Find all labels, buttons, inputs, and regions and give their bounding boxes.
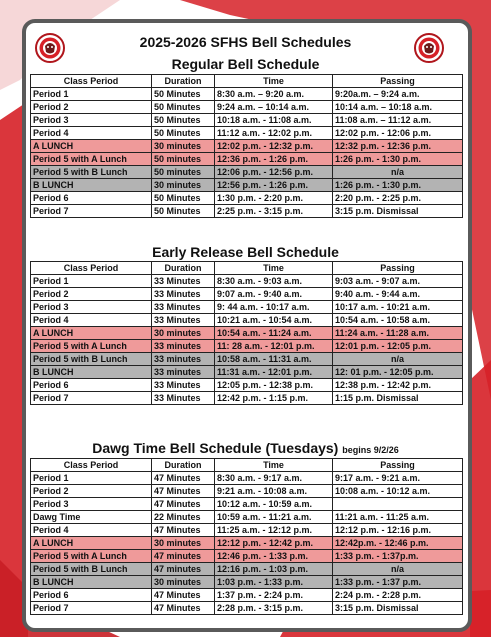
- duration-cell: 50 Minutes: [152, 114, 215, 127]
- passing-cell: 9:03 a.m. - 9:07 a.m.: [333, 275, 463, 288]
- passing-cell: 11:24 a.m. - 11:28 a.m.: [333, 327, 463, 340]
- duration-cell: 33 Minutes: [152, 314, 215, 327]
- time-cell: 8:30 a.m. – 9:20 a.m.: [215, 88, 333, 101]
- regular-schedule-title: Regular Bell Schedule: [171, 56, 320, 72]
- table-row: [31, 366, 463, 379]
- passing-cell: 12:32 p.m. - 12:36 p.m.: [333, 140, 463, 153]
- passing-cell: 1:33 p.m. - 1:37p.m.: [333, 550, 463, 563]
- duration-cell: 47 Minutes: [152, 472, 215, 485]
- passing-cell: n/a: [333, 563, 463, 576]
- duration-cell: 50 Minutes: [152, 88, 215, 101]
- table-header-row: [31, 75, 463, 88]
- duration-cell: 33 minutes: [152, 340, 215, 353]
- passing-cell: 1:33 p.m. - 1:37 p.m.: [333, 576, 463, 589]
- period-cell: Period 1: [31, 88, 152, 101]
- time-cell: 1:37 p.m. - 2:24 p.m.: [215, 589, 333, 602]
- dawg-time-title-text: Dawg Time Bell Schedule (Tuesdays): [92, 440, 339, 456]
- table-row: [31, 602, 463, 615]
- passing-cell: [333, 498, 463, 511]
- period-cell: Period 4: [31, 524, 152, 537]
- time-cell: 9:21 a.m. - 10:08 a.m.: [215, 485, 333, 498]
- period-cell: Period 7: [31, 205, 152, 218]
- table-row: [31, 550, 463, 563]
- period-cell: A LUNCH: [31, 327, 152, 340]
- period-cell: Period 4: [31, 314, 152, 327]
- period-cell: Period 1: [31, 472, 152, 485]
- passing-cell: 12:01 p.m. - 12:05 p.m.: [333, 340, 463, 353]
- table-row: [31, 353, 463, 366]
- duration-cell: 33 Minutes: [152, 288, 215, 301]
- duration-cell: 33 Minutes: [152, 301, 215, 314]
- period-cell: Period 2: [31, 485, 152, 498]
- passing-cell: n/a: [333, 353, 463, 366]
- time-cell: 9:24 a.m. – 10:14 a.m.: [215, 101, 333, 114]
- time-cell: 8:30 a.m. - 9:03 a.m.: [215, 275, 333, 288]
- time-cell: 9:07 a.m. - 9:40 a.m.: [215, 288, 333, 301]
- table-row: [31, 153, 463, 166]
- duration-cell: 30 minutes: [152, 179, 215, 192]
- passing-cell: 10:54 a.m. - 10:58 a.m.: [333, 314, 463, 327]
- table-row: [31, 327, 463, 340]
- table-row: [31, 379, 463, 392]
- time-cell: 10:18 a.m. - 11:08 a.m.: [215, 114, 333, 127]
- passing-cell: 9:40 a.m. - 9:44 a.m.: [333, 288, 463, 301]
- column-header: Duration: [152, 459, 215, 472]
- early-release-schedule-table: [30, 261, 463, 405]
- period-cell: Period 3: [31, 301, 152, 314]
- time-cell: 12:56 p.m. - 1:26 p.m.: [215, 179, 333, 192]
- time-cell: 11:12 a.m. - 12:02 p.m.: [215, 127, 333, 140]
- column-header: Passing: [333, 262, 463, 275]
- time-cell: 12:06 p.m. - 12:56 p.m.: [215, 166, 333, 179]
- time-cell: 8:30 a.m. - 9:17 a.m.: [215, 472, 333, 485]
- duration-cell: 50 Minutes: [152, 127, 215, 140]
- table-row: [31, 140, 463, 153]
- time-cell: 11: 28 a.m. - 12:01 p.m.: [215, 340, 333, 353]
- period-cell: Period 7: [31, 602, 152, 615]
- duration-cell: 33 Minutes: [152, 379, 215, 392]
- passing-cell: 3:15 p.m. Dismissal: [333, 205, 463, 218]
- period-cell: Period 5 with B Lunch: [31, 563, 152, 576]
- time-cell: 1:30 p.m. - 2:20 p.m.: [215, 192, 333, 205]
- time-cell: 9: 44 a.m. - 10:17 a.m.: [215, 301, 333, 314]
- passing-cell: 12:02 p.m. - 12:06 p.m.: [333, 127, 463, 140]
- column-header: Passing: [333, 75, 463, 88]
- column-header: Duration: [152, 262, 215, 275]
- passing-cell: 12:12 p.m. - 12:16 p.m.: [333, 524, 463, 537]
- table-row: [31, 498, 463, 511]
- time-cell: 12:16 p.m. - 1:03 p.m.: [215, 563, 333, 576]
- passing-cell: 1:15 p.m. Dismissal: [333, 392, 463, 405]
- time-cell: 10:54 a.m. - 11:24 a.m.: [215, 327, 333, 340]
- time-cell: 10:58 a.m. - 11:31 a.m.: [215, 353, 333, 366]
- table-row: [31, 288, 463, 301]
- period-cell: B LUNCH: [31, 366, 152, 379]
- period-cell: Period 2: [31, 101, 152, 114]
- passing-cell: 10:14 a.m. – 10:18 a.m.: [333, 101, 463, 114]
- table-row: [31, 101, 463, 114]
- duration-cell: 50 Minutes: [152, 101, 215, 114]
- column-header: Class Period: [31, 459, 152, 472]
- table-row: [31, 275, 463, 288]
- early-release-schedule-title: Early Release Bell Schedule: [152, 244, 339, 260]
- time-cell: 12:46 p.m. - 1:33 p.m.: [215, 550, 333, 563]
- period-cell: A LUNCH: [31, 537, 152, 550]
- table-header-row: [31, 459, 463, 472]
- table-row: [31, 192, 463, 205]
- period-cell: Period 4: [31, 127, 152, 140]
- period-cell: B LUNCH: [31, 576, 152, 589]
- period-cell: Period 6: [31, 379, 152, 392]
- passing-cell: 3:15 p.m. Dismissal: [333, 602, 463, 615]
- duration-cell: 50 Minutes: [152, 205, 215, 218]
- duration-cell: 30 minutes: [152, 537, 215, 550]
- time-cell: 12:12 p.m. - 12:42 p.m.: [215, 537, 333, 550]
- column-header: Time: [215, 459, 333, 472]
- time-cell: 12:05 p.m. - 12:38 p.m.: [215, 379, 333, 392]
- passing-cell: 1:26 p.m. - 1:30 p.m.: [333, 179, 463, 192]
- table-row: [31, 537, 463, 550]
- passing-cell: 11:21 a.m. - 11:25 a.m.: [333, 511, 463, 524]
- passing-cell: 12: 01 p.m. - 12:05 p.m.: [333, 366, 463, 379]
- table-row: [31, 179, 463, 192]
- duration-cell: 33 Minutes: [152, 275, 215, 288]
- duration-cell: 50 Minutes: [152, 192, 215, 205]
- table-row: [31, 340, 463, 353]
- column-header: Time: [215, 75, 333, 88]
- period-cell: B LUNCH: [31, 179, 152, 192]
- time-cell: 2:28 p.m. - 3:15 p.m.: [215, 602, 333, 615]
- page-title: 2025-2026 SFHS Bell Schedules: [139, 34, 352, 50]
- duration-cell: 30 minutes: [152, 327, 215, 340]
- period-cell: Period 5 with B Lunch: [31, 166, 152, 179]
- period-cell: Period 5 with B Lunch: [31, 353, 152, 366]
- time-cell: 12:36 p.m. - 1:26 p.m.: [215, 153, 333, 166]
- table-row: [31, 88, 463, 101]
- period-cell: Period 5 with A Lunch: [31, 550, 152, 563]
- table-row: [31, 472, 463, 485]
- time-cell: 2:25 p.m. - 3:15 p.m.: [215, 205, 333, 218]
- table-row: [31, 485, 463, 498]
- dawg-time-schedule-title: [0, 440, 491, 456]
- passing-cell: 9:17 a.m. - 9:21 a.m.: [333, 472, 463, 485]
- time-cell: 10:12 a.m. - 10:59 a.m.: [215, 498, 333, 511]
- period-cell: Period 3: [31, 498, 152, 511]
- period-cell: A LUNCH: [31, 140, 152, 153]
- duration-cell: 33 Minutes: [152, 392, 215, 405]
- period-cell: Period 7: [31, 392, 152, 405]
- table-row: [31, 166, 463, 179]
- passing-cell: 10:17 a.m. - 10:21 a.m.: [333, 301, 463, 314]
- duration-cell: 47 minutes: [152, 550, 215, 563]
- column-header: Time: [215, 262, 333, 275]
- period-cell: Period 2: [31, 288, 152, 301]
- time-cell: 12:02 p.m. - 12:32 p.m.: [215, 140, 333, 153]
- table-header-row: [31, 262, 463, 275]
- table-row: [31, 127, 463, 140]
- table-row: [31, 301, 463, 314]
- period-cell: Period 5 with A Lunch: [31, 153, 152, 166]
- duration-cell: 30 minutes: [152, 576, 215, 589]
- dawg-time-start-note: begins 9/2/26: [342, 445, 399, 455]
- duration-cell: 50 minutes: [152, 166, 215, 179]
- duration-cell: 47 Minutes: [152, 589, 215, 602]
- table-row: [31, 314, 463, 327]
- dawg-time-schedule-table: [30, 458, 463, 615]
- passing-cell: n/a: [333, 166, 463, 179]
- duration-cell: 50 minutes: [152, 153, 215, 166]
- passing-cell: 2:24 p.m. - 2:28 p.m.: [333, 589, 463, 602]
- duration-cell: 47 Minutes: [152, 602, 215, 615]
- table-row: [31, 576, 463, 589]
- regular-schedule-table: [30, 74, 463, 218]
- period-cell: Period 5 with A Lunch: [31, 340, 152, 353]
- period-cell: Period 3: [31, 114, 152, 127]
- passing-cell: 2:20 p.m. - 2:25 p.m.: [333, 192, 463, 205]
- time-cell: 1:03 p.m. - 1:33 p.m.: [215, 576, 333, 589]
- duration-cell: 47 Minutes: [152, 498, 215, 511]
- table-row: [31, 524, 463, 537]
- column-header: Class Period: [31, 75, 152, 88]
- period-cell: Period 6: [31, 589, 152, 602]
- period-cell: Period 1: [31, 275, 152, 288]
- time-cell: 10:21 a.m. - 10:54 a.m.: [215, 314, 333, 327]
- table-row: [31, 114, 463, 127]
- table-row: [31, 205, 463, 218]
- passing-cell: 10:08 a.m. - 10:12 a.m.: [333, 485, 463, 498]
- duration-cell: 47 Minutes: [152, 485, 215, 498]
- duration-cell: 33 minutes: [152, 353, 215, 366]
- passing-cell: 1:26 p.m. - 1:30 p.m.: [333, 153, 463, 166]
- column-header: Duration: [152, 75, 215, 88]
- duration-cell: 47 minutes: [152, 563, 215, 576]
- period-cell: Period 6: [31, 192, 152, 205]
- table-row: [31, 511, 463, 524]
- passing-cell: 12:38 p.m. - 12:42 p.m.: [333, 379, 463, 392]
- time-cell: 11:31 a.m. - 12:01 p.m.: [215, 366, 333, 379]
- duration-cell: 22 Minutes: [152, 511, 215, 524]
- table-row: [31, 563, 463, 576]
- column-header: Class Period: [31, 262, 152, 275]
- period-cell: Dawg Time: [31, 511, 152, 524]
- table-row: [31, 392, 463, 405]
- column-header: Passing: [333, 459, 463, 472]
- table-row: [31, 589, 463, 602]
- passing-cell: 12:42p.m. - 12:46 p.m.: [333, 537, 463, 550]
- passing-cell: 9:20a.m. – 9:24 a.m.: [333, 88, 463, 101]
- duration-cell: 30 minutes: [152, 140, 215, 153]
- time-cell: 10:59 a.m. - 11:21 a.m.: [215, 511, 333, 524]
- passing-cell: 11:08 a.m. – 11:12 a.m.: [333, 114, 463, 127]
- duration-cell: 33 minutes: [152, 366, 215, 379]
- time-cell: 11:25 a.m. - 12:12 p.m.: [215, 524, 333, 537]
- time-cell: 12:42 p.m. - 1:15 p.m.: [215, 392, 333, 405]
- duration-cell: 47 Minutes: [152, 524, 215, 537]
